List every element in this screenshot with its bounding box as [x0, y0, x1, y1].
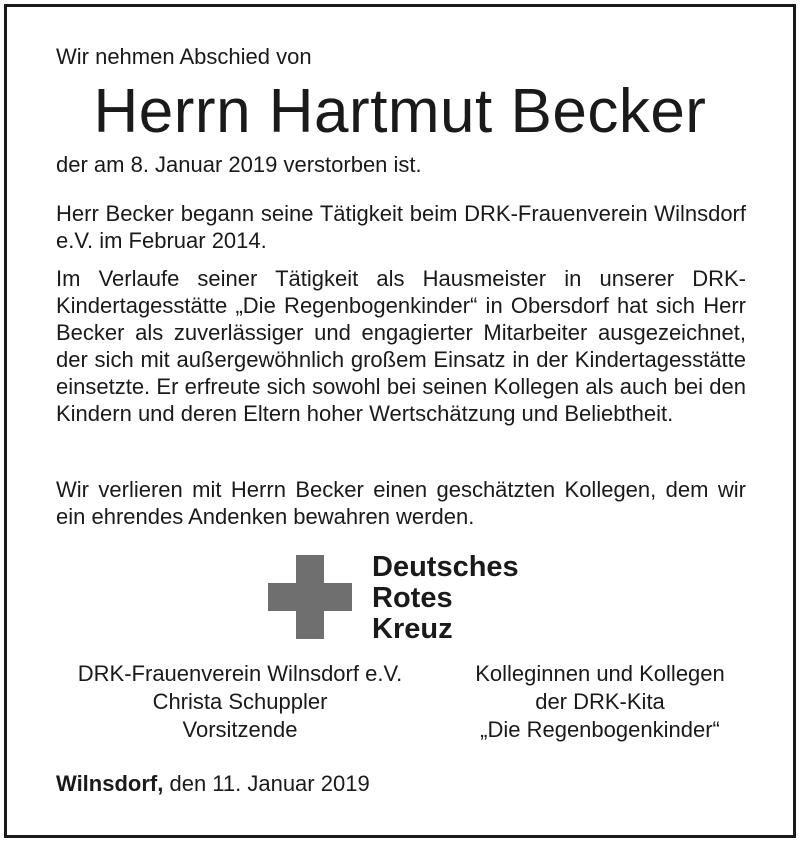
- signature-line: der DRK-Kita: [535, 689, 665, 714]
- paragraph-tribute: Im Verlaufe seiner Tätigkeit als Hausmeister in unserer DRK-Kindertagesstätte „Die Regenbogenkinder“ in Obersdorf hat sich Herr Becker als zuverlässiger und engagierter Mitarbeiter ausgezeichnet, der sich mit außergewöhnlich großem Einsatz in der Kindertagesstätte einsetzte. Er erfreute sich sowohl bei seinen Kollegen als auch bei den Kindern und deren Eltern hoher Wertschätzung und Beliebtheit.: [56, 266, 746, 426]
- signature-right: [430, 660, 770, 744]
- signature-line: „Die Regenbogenkinder“: [480, 717, 720, 742]
- place-date-line: [56, 771, 370, 797]
- intro-line: Wir nehmen Abschied von: [56, 44, 312, 69]
- signature-line: DRK-Frauenverein Wilnsdorf e.V.: [77, 661, 403, 686]
- signature-line: Kolleginnen und Kollegen: [475, 661, 725, 686]
- date-text: den 11. Januar 2019: [163, 771, 370, 796]
- logo-line: Deutsches: [372, 551, 519, 583]
- signature-line: Vorsitzende: [182, 717, 298, 742]
- red-cross-logo-icon: [268, 555, 352, 639]
- deceased-name: Herrn Hartmut Becker: [93, 77, 707, 146]
- death-date-line: der am 8. Januar 2019 verstorben ist.: [56, 152, 422, 177]
- drk-logo-text: [372, 552, 519, 645]
- signature-line: Christa Schuppler: [152, 689, 328, 714]
- place-name: Wilnsdorf,: [56, 771, 164, 796]
- logo-line: Kreuz: [372, 613, 453, 645]
- paragraph-farewell: Wir verlieren mit Herrn Becker einen geschätzten Kollegen, dem wir ein ehrendes Andenken bewahren werden.: [56, 477, 746, 529]
- paragraph-employment: Herr Becker begann seine Tätigkeit beim DRK-Frauenverein Wilnsdorf e.V. im Februar 2014.: [56, 201, 746, 253]
- logo-line: Rotes: [372, 582, 453, 614]
- signature-left: [40, 660, 440, 744]
